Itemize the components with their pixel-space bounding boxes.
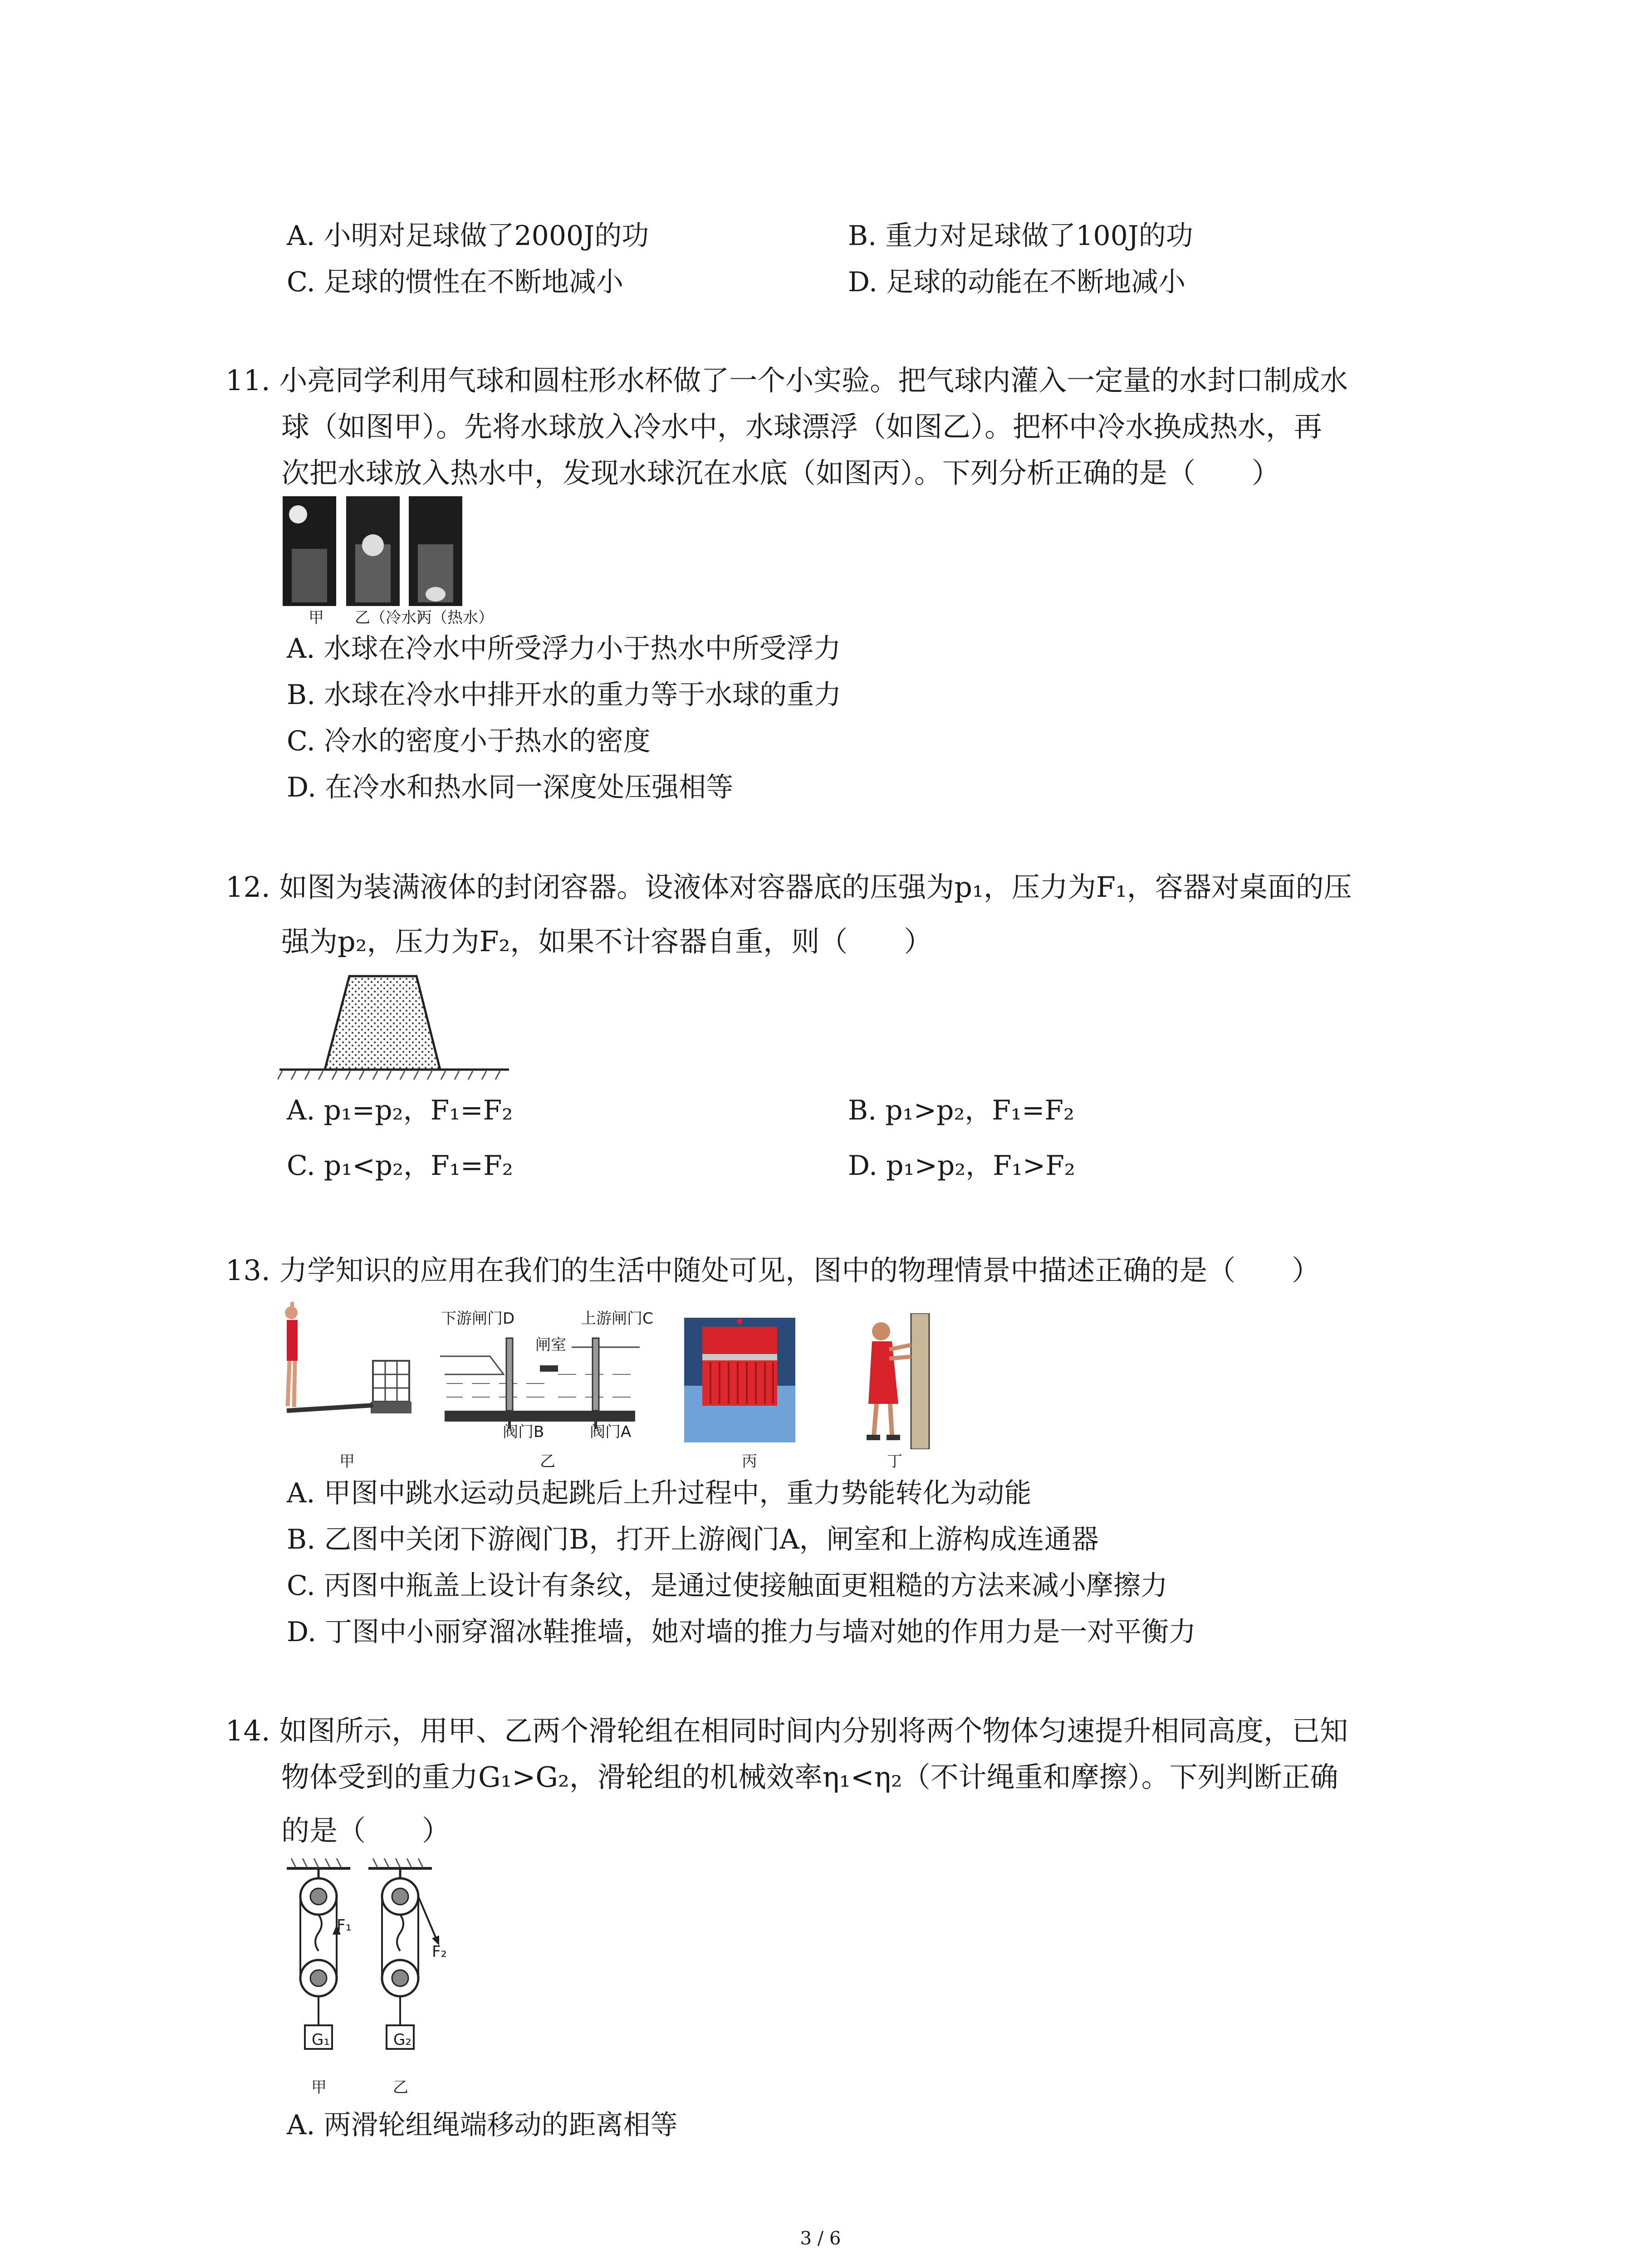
q11-stem-line-2: 球（如图甲）。先将水球放入冷水中，水球漂浮（如图乙）。把杯中冷水换成热水，再 <box>281 410 1323 443</box>
q13-label-valve-a: 阀门A <box>590 1423 632 1441</box>
bottle-cap-icon <box>702 1360 777 1406</box>
q14-label-jia: 甲 <box>311 2078 327 2097</box>
q14-label-g1: G₁ <box>312 2031 330 2049</box>
q13-figure-jia <box>278 1302 414 1452</box>
gate-d-icon <box>506 1338 513 1411</box>
q11-caption-jia: 甲 <box>309 609 324 627</box>
q11-photo-figure <box>280 494 470 627</box>
q13-figure-skater <box>853 1313 930 1449</box>
q11-stem-line-1: 11. 小亮同学利用气球和圆柱形水杯做了一个小实验。把气球内灌入一定量的水封口制成水 <box>225 364 1348 397</box>
q13-stem: 13. 力学知识的应用在我们的生活中随处可见，图中的物理情景中描述正确的是（ ） <box>225 1254 1320 1287</box>
gate-c-icon <box>593 1338 599 1411</box>
q11-option-b: B. 水球在冷水中排开水的重力等于水球的重力 <box>287 679 842 711</box>
q11-option-d: D. 在冷水和热水同一深度处压强相等 <box>287 772 734 803</box>
water-balloon-icon <box>426 587 446 601</box>
sealed-container-icon <box>325 976 440 1070</box>
q13-option-c: C. 丙图中瓶盖上设计有条纹，是通过使接触面更粗糙的方法来减小摩擦力 <box>287 1570 1168 1602</box>
q14-label-f2: F₂ <box>432 1943 447 1961</box>
water-balloon-icon <box>289 505 307 523</box>
skater-icon <box>872 1322 890 1340</box>
q13-option-b: B. 乙图中关闭下游阀门B，打开上游阀门A，闸室和上游构成连通器 <box>287 1524 1099 1555</box>
q13-label-yi: 乙 <box>540 1452 555 1471</box>
ceiling-icon <box>287 1858 432 1868</box>
springboard-icon <box>287 1405 373 1411</box>
page-number: 3 / 6 <box>800 2228 841 2249</box>
wall-icon <box>911 1313 929 1449</box>
q13-option-a: A. 甲图中跳水运动员起跳后上升过程中，重力势能转化为动能 <box>287 1477 1032 1509</box>
q10-option-b: B. 重力对足球做了100J的功 <box>848 220 1193 252</box>
q14-label-yi: 乙 <box>393 2078 408 2097</box>
q13-label-lower-gate: 下游闸门D <box>441 1310 515 1328</box>
q14-stem-line-1: 14. 如图所示，用甲、乙两个滑轮组在相同时间内分别将两个物体匀速提升相同高度，已知 <box>225 1714 1348 1747</box>
q13-label-ding: 丁 <box>887 1452 902 1471</box>
q13-label-upper-gate: 上游闸门C <box>581 1310 653 1328</box>
q11-option-a: A. 水球在冷水中所受浮力小于热水中所受浮力 <box>287 633 841 665</box>
q14-stem-line-2: 物体受到的重力G₁>G₂，滑轮组的机械效率η₁<η₂（不计绳重和摩擦）。下列判断正确 <box>281 1760 1338 1794</box>
q12-stem-line-2: 强为p₂，压力为F₂，如果不计容器自重，则（ ） <box>281 925 932 958</box>
q12-option-c: C. p₁<p₂，F₁=F₂ <box>287 1150 513 1182</box>
q13-figure-bottle-cap <box>684 1318 795 1442</box>
q13-label-chamber: 闸室 <box>535 1336 566 1354</box>
q14-option-a: A. 两滑轮组绳端移动的距离相等 <box>287 2109 678 2141</box>
q13-label-jia: 甲 <box>339 1452 355 1471</box>
water-balloon-icon <box>362 534 384 556</box>
q13-label-bing: 丙 <box>742 1452 757 1471</box>
q12-option-b: B. p₁>p₂，F₁=F₂ <box>848 1095 1075 1126</box>
q11-caption-bing: 丙（热水） <box>416 609 494 627</box>
q14-label-g2: G₂ <box>393 2031 411 2049</box>
cup-icon <box>292 549 327 602</box>
q12-container-figure <box>278 971 514 1084</box>
q10-option-d: D. 足球的动能在不断地减小 <box>848 266 1186 298</box>
q14-stem-line-3: 的是（ ） <box>281 1814 451 1847</box>
diver-icon <box>285 1306 298 1319</box>
q12-option-a: A. p₁=p₂，F₁=F₂ <box>287 1095 513 1126</box>
q11-caption-yi: 乙（冷水） <box>355 609 432 627</box>
q12-option-d: D. p₁>p₂，F₁>F₂ <box>848 1150 1075 1182</box>
q11-option-c: C. 冷水的密度小于热水的密度 <box>287 725 651 757</box>
q13-option-d: D. 丁图中小丽穿溜冰鞋推墙，她对墙的推力与墙对她的作用力是一对平衡力 <box>287 1616 1196 1648</box>
q14-pulley-figure <box>278 1857 477 2075</box>
ship-icon <box>540 1365 558 1372</box>
q11-stem-line-3: 次把水球放入热水中，发现水球沉在水底（如图丙）。下列分析正确的是（ ） <box>281 456 1280 489</box>
q13-label-valve-b: 阀门B <box>503 1423 544 1441</box>
q12-stem-line-1: 12. 如图为装满液体的封闭容器。设液体对容器底的压强为p₁，压力为F₁，容器对桌面的压 <box>225 870 1352 904</box>
q14-label-f1: F₁ <box>337 1916 352 1935</box>
q10-option-c: C. 足球的惯性在不断地减小 <box>287 266 623 298</box>
q10-option-a: A. 小明对足球做了2000J的功 <box>287 220 649 252</box>
